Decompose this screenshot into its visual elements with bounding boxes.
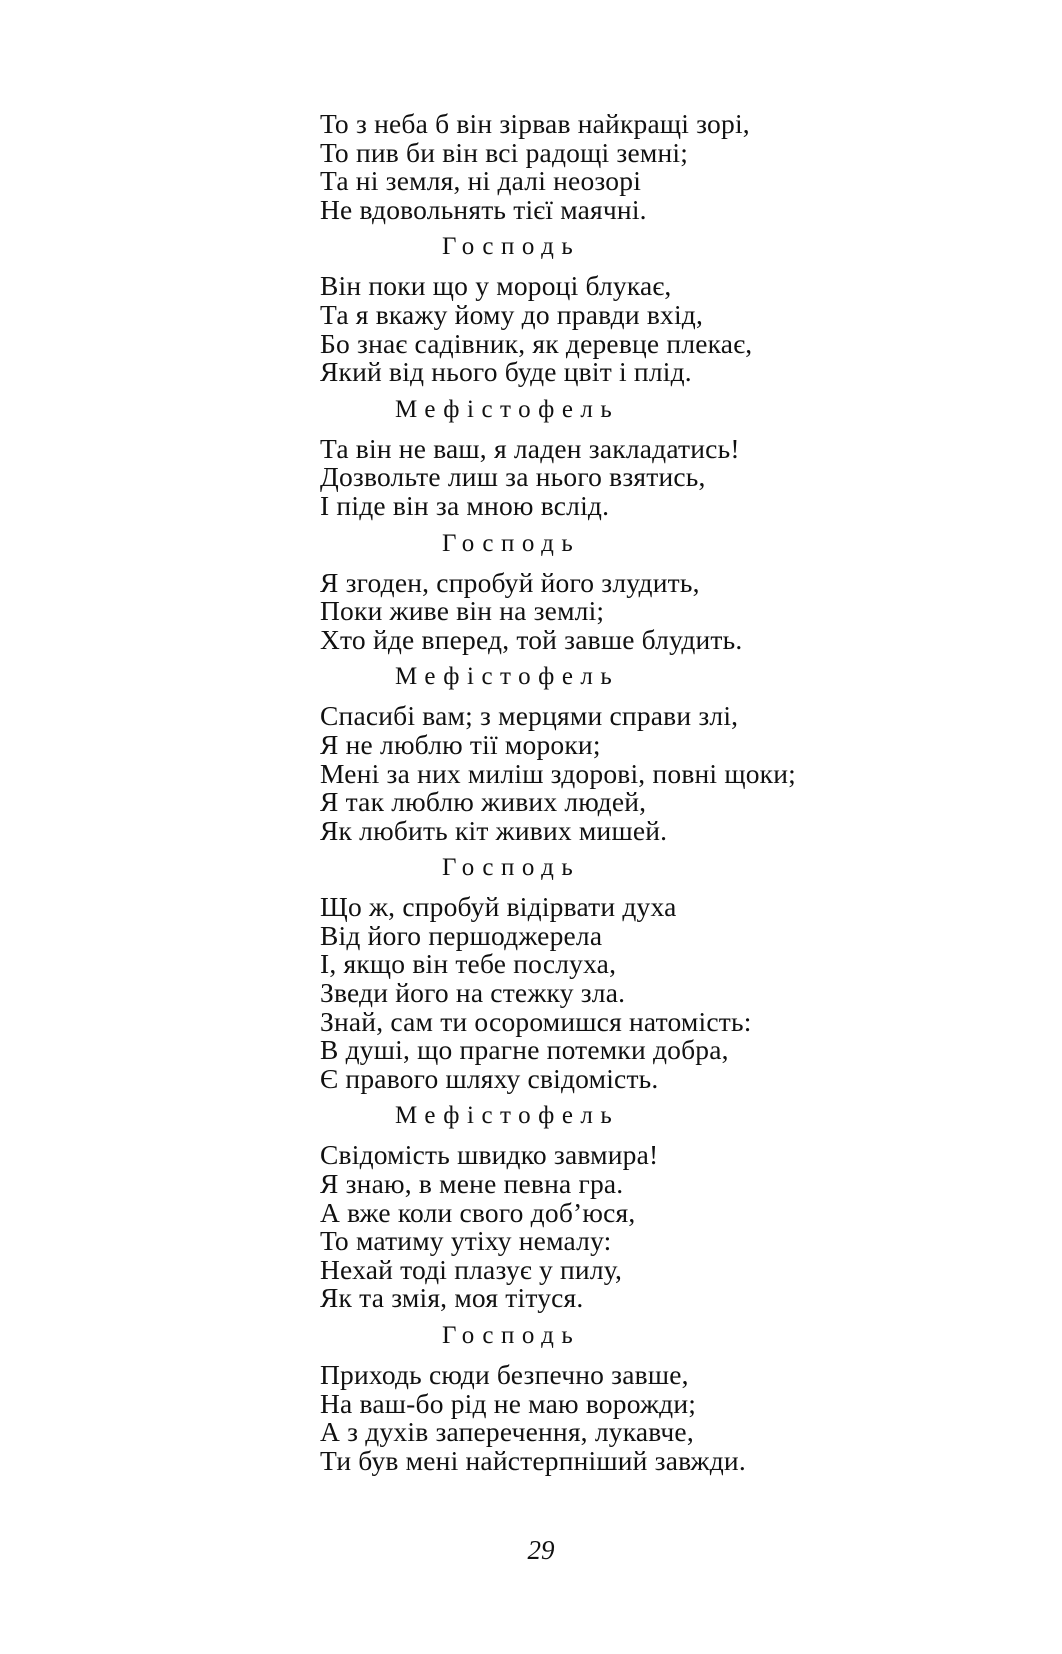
- verse-stanza: [320, 1141, 940, 1313]
- verse-line: То матиму утіху немалу:: [320, 1225, 612, 1257]
- speaker-heading: Господь: [442, 854, 581, 882]
- verse-line: І, якщо він тебе послуха,: [320, 948, 617, 980]
- verse-line: А з духів заперечення, лукавче,: [320, 1416, 694, 1448]
- verse-stanza: [320, 272, 940, 386]
- speaker-heading: Мефістофель: [395, 1102, 620, 1130]
- verse-line: Він поки що у мороці блукає,: [320, 270, 672, 302]
- verse-line: Бо знає садівник, як деревце плекає,: [320, 327, 753, 359]
- verse-line: І піде він за мною вслід.: [320, 489, 610, 521]
- verse-stanza: [320, 702, 940, 845]
- verse-line: Що ж, спробуй відірвати духа: [320, 891, 677, 923]
- speaker-heading: Господь: [442, 233, 581, 261]
- verse-line: Я так люблю живих людей,: [320, 786, 647, 818]
- speaker-heading: Господь: [442, 1322, 581, 1349]
- verse-line: Як та змія, моя тітуся.: [320, 1282, 584, 1314]
- verse-line: Знай, сам ти осоромишся натомість:: [320, 1005, 752, 1037]
- verse-stanza: [320, 110, 940, 224]
- speaker-heading: Господь: [442, 529, 581, 557]
- verse-line: Я знаю, в мене певна гра.: [320, 1168, 624, 1200]
- speaker-heading: Мефістофель: [395, 395, 620, 423]
- verse-line: Та він не ваш, я ладен закладатись!: [320, 432, 740, 464]
- verse-line: Приходь сюди безпечно завше,: [320, 1359, 689, 1390]
- verse-stanza: [320, 893, 940, 1093]
- verse-line: Зведи його на стежку зла.: [320, 977, 626, 1009]
- verse-line: Спасибі вам; з мерцями справи злі,: [320, 700, 739, 732]
- verse-line: Є правого шляху свідомість.: [320, 1062, 659, 1094]
- verse-line: То з неба б він зірвав найкращі зорі,: [320, 108, 750, 139]
- verse-line: То пив би він всі радощі земні;: [320, 136, 689, 168]
- verse-line: Від його першоджерела: [320, 919, 603, 951]
- verse-line: Мені за них миліш здорові, повні щоки;: [320, 757, 796, 789]
- verse-line: Я не люблю тії мороки;: [320, 728, 601, 760]
- page-number: 29: [527, 1535, 555, 1565]
- verse-stanza: [320, 566, 940, 655]
- verse-line: Як любить кіт живих мишей.: [320, 814, 668, 846]
- verse-line: Який від нього буде цвіт і плід.: [320, 356, 692, 388]
- speaker-heading: Мефістофель: [395, 663, 620, 691]
- verse-line: Я згоден, спробуй його злудить,: [320, 566, 700, 598]
- verse-line: Нехай тоді плазує у пилу,: [320, 1253, 623, 1285]
- verse-line: Свідомість швидко завмира!: [320, 1139, 659, 1171]
- verse-line: На ваш-бо рід не маю ворожди;: [320, 1387, 697, 1419]
- verse-line: Хто йде вперед, той завше блудить.: [320, 623, 743, 655]
- verse-line: Дозвольте лиш за нього взятись,: [320, 461, 706, 493]
- verse-line: А вже коли свого доб’юся,: [320, 1196, 636, 1228]
- book-page-text: [320, 110, 940, 1475]
- verse-line: Ти був мені найстерпніший завжди.: [320, 1444, 746, 1476]
- verse-line: Поки живе він на землі;: [320, 595, 605, 627]
- verse-stanza: [320, 1361, 940, 1475]
- verse-stanza: [320, 432, 940, 521]
- verse-line: Та я вкажу йому до правди вхід,: [320, 298, 704, 330]
- verse-line: Та ні земля, ні далі неозорі: [320, 165, 642, 197]
- verse-line: Не вдовольнять тієї маячні.: [320, 193, 647, 225]
- verse-line: В душі, що прагне потемки добра,: [320, 1034, 729, 1066]
